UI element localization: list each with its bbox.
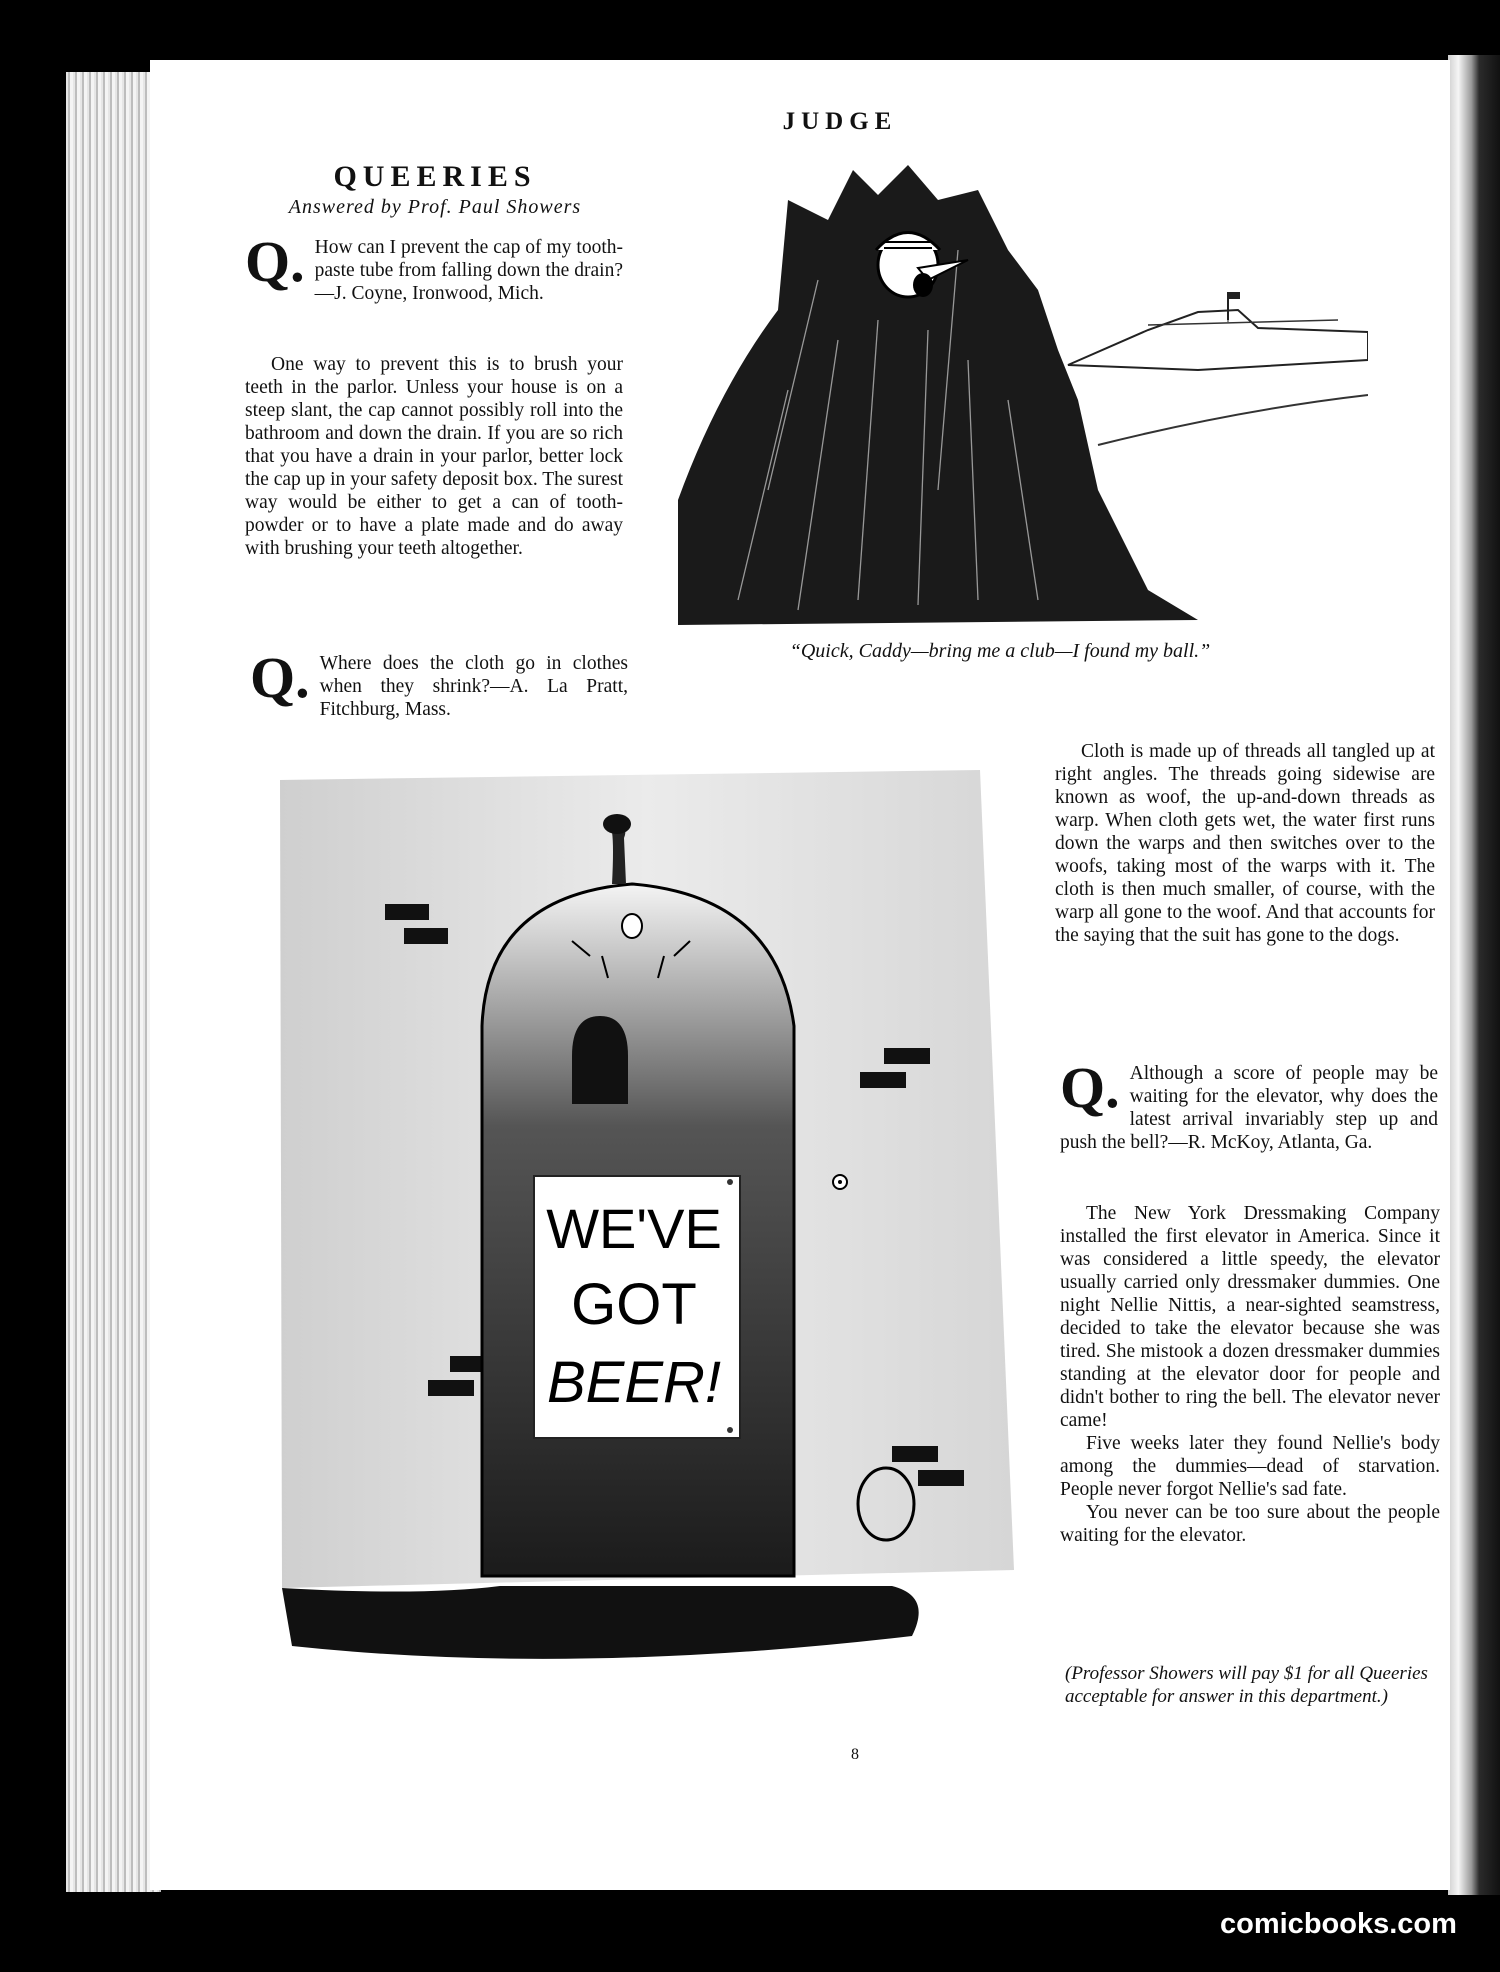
book-page-edges <box>66 72 161 1892</box>
question-2-text: Where does the cloth go in clothes when they shrink?—A. La Pratt, Fitchburg, Mass. <box>319 653 628 720</box>
question-1-text: How can I prevent the cap of my tooth-paste tube from falling down the drain?—J. Coyne, Ironwood, Mich. <box>314 237 623 304</box>
answer-3 <box>1060 1202 1440 1547</box>
magazine-header: JUDGE <box>782 108 898 135</box>
sign-line-2: GOT <box>571 1272 697 1337</box>
column-byline: Answered by Prof. Paul Showers <box>288 196 582 218</box>
page-number: 8 <box>851 1746 859 1763</box>
golf-cartoon <box>678 160 1368 625</box>
answer-2-text: Cloth is made up of threads all tangled up at right angles. The threads going sidewise are known as woof, the up-and-down threads as warp. When cloth gets wet, the water first runs down the warps and then switches over to the woofs, taking most of the warps with it. The cloth is then much smaller, of course, with the warp all gone to the woof. And that accounts for the saying that the suit has gone to the dogs. <box>1055 741 1435 946</box>
watermark: comicbooks.com <box>1220 1908 1457 1940</box>
column-title: QUEERIES <box>333 160 537 193</box>
question-3-text: Although a score of people may be waiting for the elevator, why does the latest arrival invariably step up and push the bell?—R. McKoy, Atlanta, Ga. <box>1060 1063 1438 1153</box>
question-1 <box>245 229 623 305</box>
answer-2 <box>1055 740 1435 947</box>
question-2 <box>250 645 628 721</box>
sign-line-1: WE'VE <box>546 1197 722 1260</box>
answer-3-p2: Five weeks later they found Nellie's body among the dummies—dead of starvation. People never forgot Nellie's sad fate. <box>1060 1433 1440 1500</box>
answer-3-p1: The New York Dressmaking Company installed the first elevator in America. Since it was considered a little speedy, the elevator usually carried only dressmaker dummies. One night Nellie Nittis, a near-sighted seamstress, decided to take the elevator because she was tired. She mistook a dozen dressmaker dummies standing at the elevator door for people and didn't bother to ring the bell. The elevator never came! <box>1060 1203 1440 1431</box>
answer-3-p3: You never can be too sure about the people waiting for the elevator. <box>1060 1502 1440 1546</box>
q-marker: Q. <box>250 645 310 710</box>
golf-cartoon-caption: “Quick, Caddy—bring me a club—I found my ball.” <box>789 640 1211 662</box>
question-3 <box>1060 1055 1438 1154</box>
answer-1 <box>245 353 623 560</box>
q-marker: Q. <box>245 229 305 294</box>
q-marker: Q. <box>1060 1055 1120 1120</box>
answer-1-text: One way to prevent this is to brush your teeth in the parlor. Unless your house is on a steep slant, the cap cannot possibly roll into the bathroom and down the drain. If you are so rich that you have a drain in your parlor, better lock the cap up in your safety deposit box. The surest way would be either to get a can of tooth-powder or to have a plate made and do away with brushing your teeth altogether. <box>245 354 623 559</box>
beer-cartoon <box>272 766 1024 1666</box>
sign-line-3: BEER! <box>546 1350 722 1415</box>
footer-note: (Professor Showers will pay $1 for all Queeries acceptable for answer in this department.) <box>1065 1663 1428 1707</box>
book-spine-edge <box>1448 55 1500 1895</box>
